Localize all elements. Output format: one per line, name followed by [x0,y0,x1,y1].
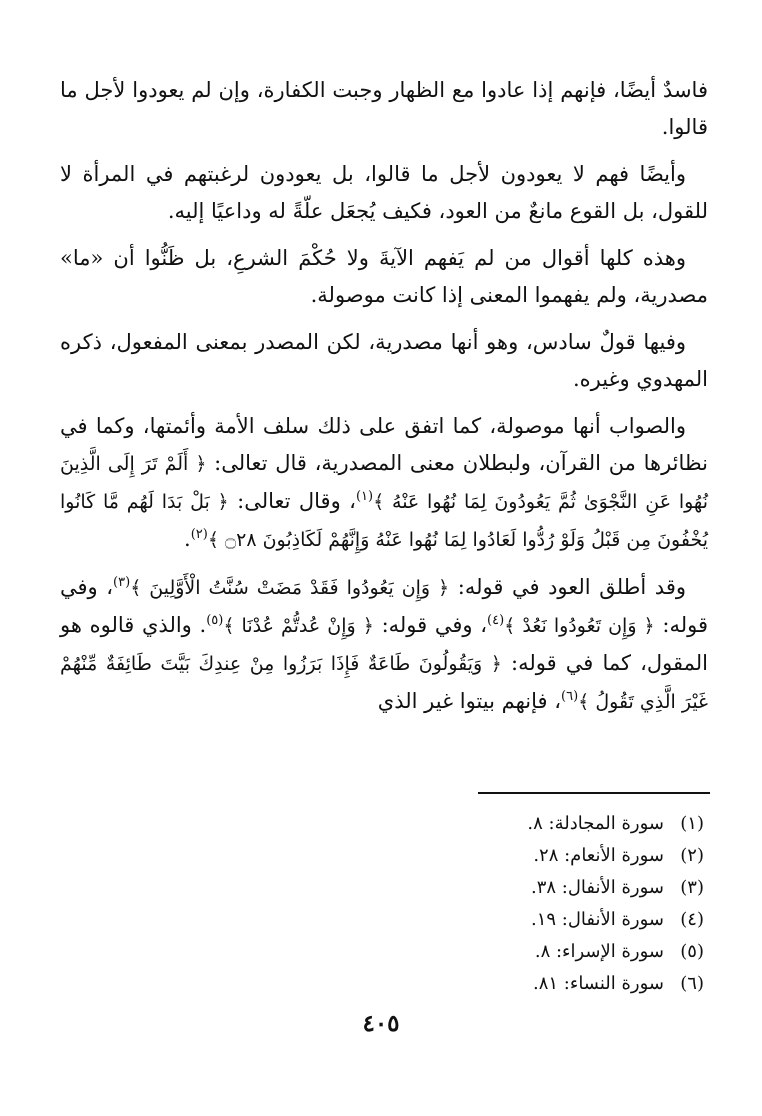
text-span: . والذي قالوه هو المقول، كما في قوله: [60,613,709,675]
footnotes [384,808,704,1000]
text-span: وقد أطلق العود في قوله: [449,575,687,599]
text-span: والصواب أنها موصولة، كما اتفق على ذلك سلف الأمة وأئمتها، وكما في نظائرها من القرآن، ولبطلان معنى المصدرية، قال تعالى: [60,414,708,475]
footnote-ref: (٤) [487,613,505,628]
text-span: ، وفي قوله: [60,575,708,637]
paragraph-5 [60,408,708,559]
footnote-divider [478,792,710,794]
quran-verse: ﴿ أَلَمْ تَرَ إِلَى الَّذِينَ نُهُوا عَنِ النَّجْوَىٰ ثُمَّ يَعُودُونَ لِمَا نُهُوا عَنْهُ ﴾ [60,453,708,513]
footnote-number: (٤) [680,909,704,930]
footnote-ref: (١) [355,489,374,504]
footnote-text: سورة النساء: ٨١. [532,973,664,994]
footnote-text: سورة الأنعام: ٢٨. [533,845,664,866]
quran-verse: ﴿ وَإِن يَعُودُوا فَقَدْ مَضَتْ سُنَّتُ الْأَوَّلِينَ ﴾ [130,577,450,599]
footnote-number: (١) [680,813,704,834]
paragraph-3: وهذه كلها أقوال من لم يَفهم الآيةَ ولا حُكْمَ الشرعِ، بل ظَنُّوا أن «ما» مصدرية، ولم يفهموا المعنى إذا كانت موصولة. [60,246,708,307]
footnote-number: (٦) [680,973,704,994]
footnote-number: (٢) [680,845,704,866]
paragraph-6 [60,569,708,721]
footnote-item [384,808,704,840]
page-body [60,72,708,731]
footnote-item [384,872,704,904]
footnote-item [384,968,704,1000]
quran-verse: ﴿ وَيَقُولُونَ طَاعَةٌ فَإِذَا بَرَزُوا مِنْ عِندِكَ بَيَّتَ طَائِفَةٌ مِّنْهُمْ غَيْرَ الَّذِي تَقُولُ ﴾ [60,653,708,713]
quran-verse: ﴿ وَإِنْ عُدتُّمْ عُدْنَا ﴾ [223,615,374,637]
text-span: ، وفي قوله: [373,613,488,637]
text-span: ، وقال تعالى: [228,489,356,513]
footnote-number: (٣) [680,877,704,898]
footnote-ref: (٣) [113,575,131,590]
paragraph-4: وفيها قولٌ سادس، وهو أنها مصدرية، لكن المصدر بمعنى المفعول، ذكره المهدوي وغيره. [60,330,708,391]
footnote-text: سورة الأنفال: ٣٨. [530,877,664,898]
paragraph-2: وأيضًا فهم لا يعودون لأجل ما قالوا، بل يعودون لرغبتهم في المرأة لا للقول، بل القوع مانعٌ من العود، فكيف يُجعَل علّةً له وداعيًا إليه. [60,162,708,223]
footnote-ref: (٦) [561,689,579,704]
footnote-text: سورة الإسراء: ٨. [534,941,664,962]
footnote-text: سورة الأنفال: ١٩. [530,909,664,930]
quran-verse: ﴿ وَإِن تَعُودُوا نَعُدْ ﴾ [504,615,655,637]
footnote-ref: (٥) [206,613,224,628]
footnote-item [384,840,704,872]
paragraph-1: فاسدٌ أيضًا، فإنهم إذا عادوا مع الظهار وجبت الكفارة، وإن لم يعودوا لأجل ما قالوا. [60,78,708,139]
footnote-item [384,936,704,968]
footnote-item [384,904,704,936]
quran-verse: ﴿ بَلْ بَدَا لَهُم مَّا كَانُوا يُخْفُونَ مِن قَبْلُ وَلَوْ رُدُّوا لَعَادُوا لِمَا نُهُوا عَنْهُ وَإِنَّهُمْ لَكَاذِبُونَ ۝٢٨ ﴾ [60,491,708,551]
footnote-text: سورة المجادلة: ٨. [527,813,664,834]
page-number: ٤٠٥ [362,1010,400,1037]
footnote-ref: (٢) [190,527,208,542]
footnote-number: (٥) [680,941,704,962]
text-span: ، فإنهم بيتوا غير الذي [377,689,562,713]
text-span: . [184,527,191,551]
